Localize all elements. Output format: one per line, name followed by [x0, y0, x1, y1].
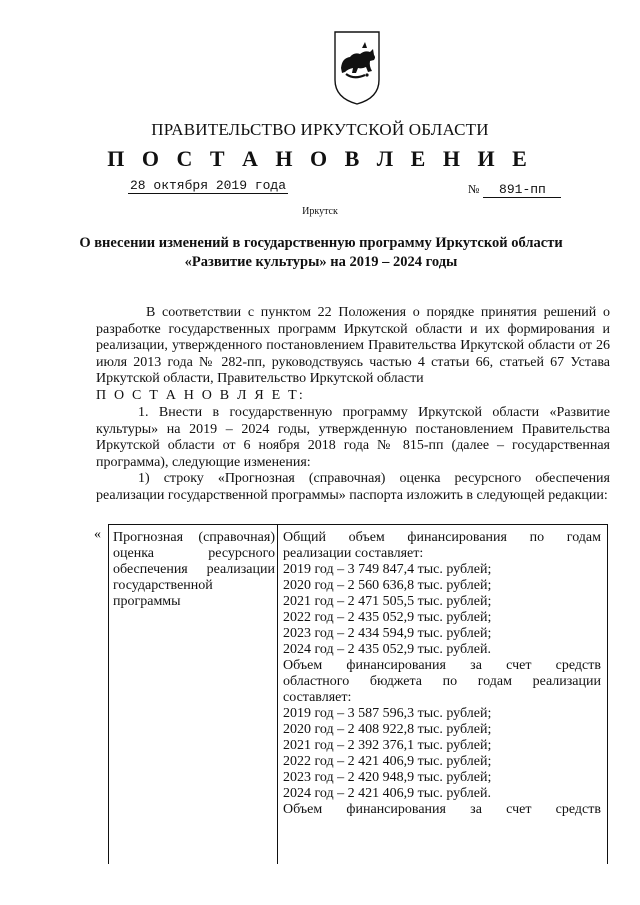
- coat-of-arms-icon: [332, 28, 382, 106]
- table-label-line: программы: [113, 594, 181, 609]
- table-value-line: 2021 год – 2 471 505,5 тыс. рублей;: [283, 594, 492, 609]
- document-type: П О С Т А Н О В Л Е Н И Е: [107, 146, 533, 171]
- table-value-line: 2023 год – 2 434 594,9 тыс. рублей;: [283, 626, 492, 641]
- document-date: [128, 178, 288, 193]
- table-label-line: оценка ресурсного: [113, 546, 275, 561]
- document-title: [60, 234, 582, 272]
- table-value-line: реализации составляет:: [283, 546, 424, 561]
- table-value-line: 2019 год – 3 587 596,3 тыс. рублей;: [283, 706, 492, 721]
- table-value-line: 2022 год – 2 435 052,9 тыс. рублей;: [283, 610, 492, 625]
- table-label-line: государственной: [113, 578, 213, 593]
- table-column-divider: [277, 525, 278, 864]
- item-1-1-paragraph: 1) строку «Прогнозная (справочная) оценка ресурсного обеспечения реализации государственной программы» паспорта изложить в следующей редакции:: [96, 471, 610, 503]
- table-value-line: 2022 год – 2 421 406,9 тыс. рублей;: [283, 754, 492, 769]
- table-value-line: Объем финансирования за счет средств: [283, 658, 601, 673]
- table-value-line: 2020 год – 2 408 922,8 тыс. рублей;: [283, 722, 492, 737]
- table-value-line: 2021 год – 2 392 376,1 тыс. рублей;: [283, 738, 492, 753]
- table-label-line: Прогнозная (справочная): [113, 530, 275, 545]
- title-line-2: «Развитие культуры» на 2019 – 2024 годы: [184, 254, 458, 270]
- table-value-line: 2024 год – 2 421 406,9 тыс. рублей.: [283, 786, 491, 801]
- passport-table: [108, 524, 608, 864]
- table-value-line: Объем финансирования за счет средств: [283, 802, 601, 817]
- table-value-line: 2020 год – 2 560 636,8 тыс. рублей;: [283, 578, 492, 593]
- preamble-paragraph: В соответствии с пунктом 22 Положения о порядке принятия решений о разработке государственных программ Иркутской области и их формирования и реализации, утвержденного постановлением Правительства Иркутской области от 26 июля 2013 года № 282-пп, руководствуясь частью 4 статьи 66, статьей 67 Устава Иркутской области, Правительство Иркутской области: [96, 305, 610, 386]
- city: Иркутск: [302, 206, 338, 217]
- table-cell-label: [113, 530, 275, 610]
- date-value: 28 октября 2019 года: [130, 178, 287, 193]
- table-cell-value: [283, 530, 601, 818]
- item-1-paragraph: 1. Внести в государственную программу Иркутской области «Развитие культуры» на 2019 – 2024 годы, утвержденную постановлением Правительства Иркутской области от 6 ноября 2018 года № 815-пп (далее – государственная программа), следующие изменения:: [96, 405, 610, 470]
- number-label: №: [468, 182, 480, 196]
- document-number: [468, 182, 561, 198]
- number-value: 891-пп: [483, 182, 561, 198]
- table-value-line: 2019 год – 3 749 847,4 тыс. рублей;: [283, 562, 492, 577]
- table-label-line: обеспечения реализации: [113, 562, 275, 577]
- table-value-line: Общий объем финансирования по годам: [283, 530, 601, 545]
- title-line-1: О внесении изменений в государственную программу Иркутской области: [79, 235, 563, 251]
- table-value-line: составляет:: [283, 690, 352, 705]
- organization-name: ПРАВИТЕЛЬСТВО ИРКУТСКОЙ ОБЛАСТИ: [151, 120, 489, 139]
- table-value-line: областного бюджета по годам реализации: [283, 674, 601, 689]
- table-value-line: 2023 год – 2 420 948,9 тыс. рублей;: [283, 770, 492, 785]
- resolves-heading: П О С Т А Н О В Л Я Е Т:: [96, 388, 305, 403]
- open-quote: «: [94, 527, 101, 542]
- table-value-line: 2024 год – 2 435 052,9 тыс. рублей.: [283, 642, 491, 657]
